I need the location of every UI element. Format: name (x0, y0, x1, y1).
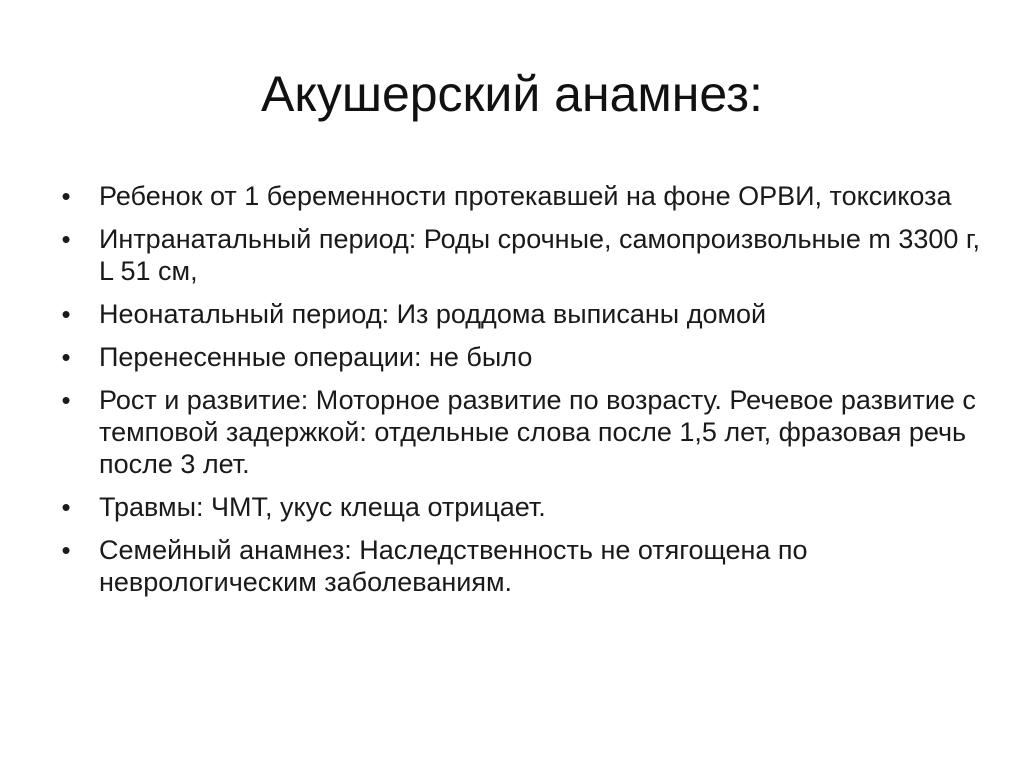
bullet-dot-icon: • (61, 224, 71, 254)
bullet-item-neonatal (56, 298, 986, 330)
bullet-item-operations (56, 341, 986, 373)
bullet-dot-icon: • (61, 492, 71, 522)
bullet-item-development (56, 384, 986, 480)
bullet-dot-icon: • (61, 342, 71, 372)
bullet-text: Рост и развитие: Моторное развитие по возрасту. Речевое развитие с темповой задержкой: отдельные слова после 1,5 лет, фразовая речь после 3 лет. (99, 385, 976, 479)
bullet-text: Семейный анамнез: Наследственность не отягощена по неврологическим заболеваниям. (99, 535, 808, 597)
bullet-text: Травмы: ЧМТ, укус клеща отрицает. (99, 492, 546, 522)
bullet-text: Перенесенные операции: не было (99, 342, 533, 372)
bullet-text: Интранатальный период: Роды срочные, самопроизвольные m 3300 г, L 51 см, (99, 224, 980, 286)
bullet-item-intranatal (56, 223, 986, 287)
bullet-dot-icon: • (61, 181, 71, 211)
bullet-item-prenatal (56, 180, 986, 212)
bullet-dot-icon: • (61, 535, 71, 565)
bullet-item-injuries (56, 491, 986, 523)
bullet-text: Ребенок от 1 беременности протекавшей на фоне ОРВИ, токсикоза (99, 181, 952, 211)
bullet-item-family-history (56, 534, 986, 598)
bullet-dot-icon: • (61, 299, 71, 329)
bullet-dot-icon: • (61, 385, 71, 415)
bullet-list (56, 180, 986, 609)
bullet-text: Неонатальный период: Из роддома выписаны домой (99, 299, 767, 329)
slide-title: Акушерский анамнез: (261, 66, 763, 122)
